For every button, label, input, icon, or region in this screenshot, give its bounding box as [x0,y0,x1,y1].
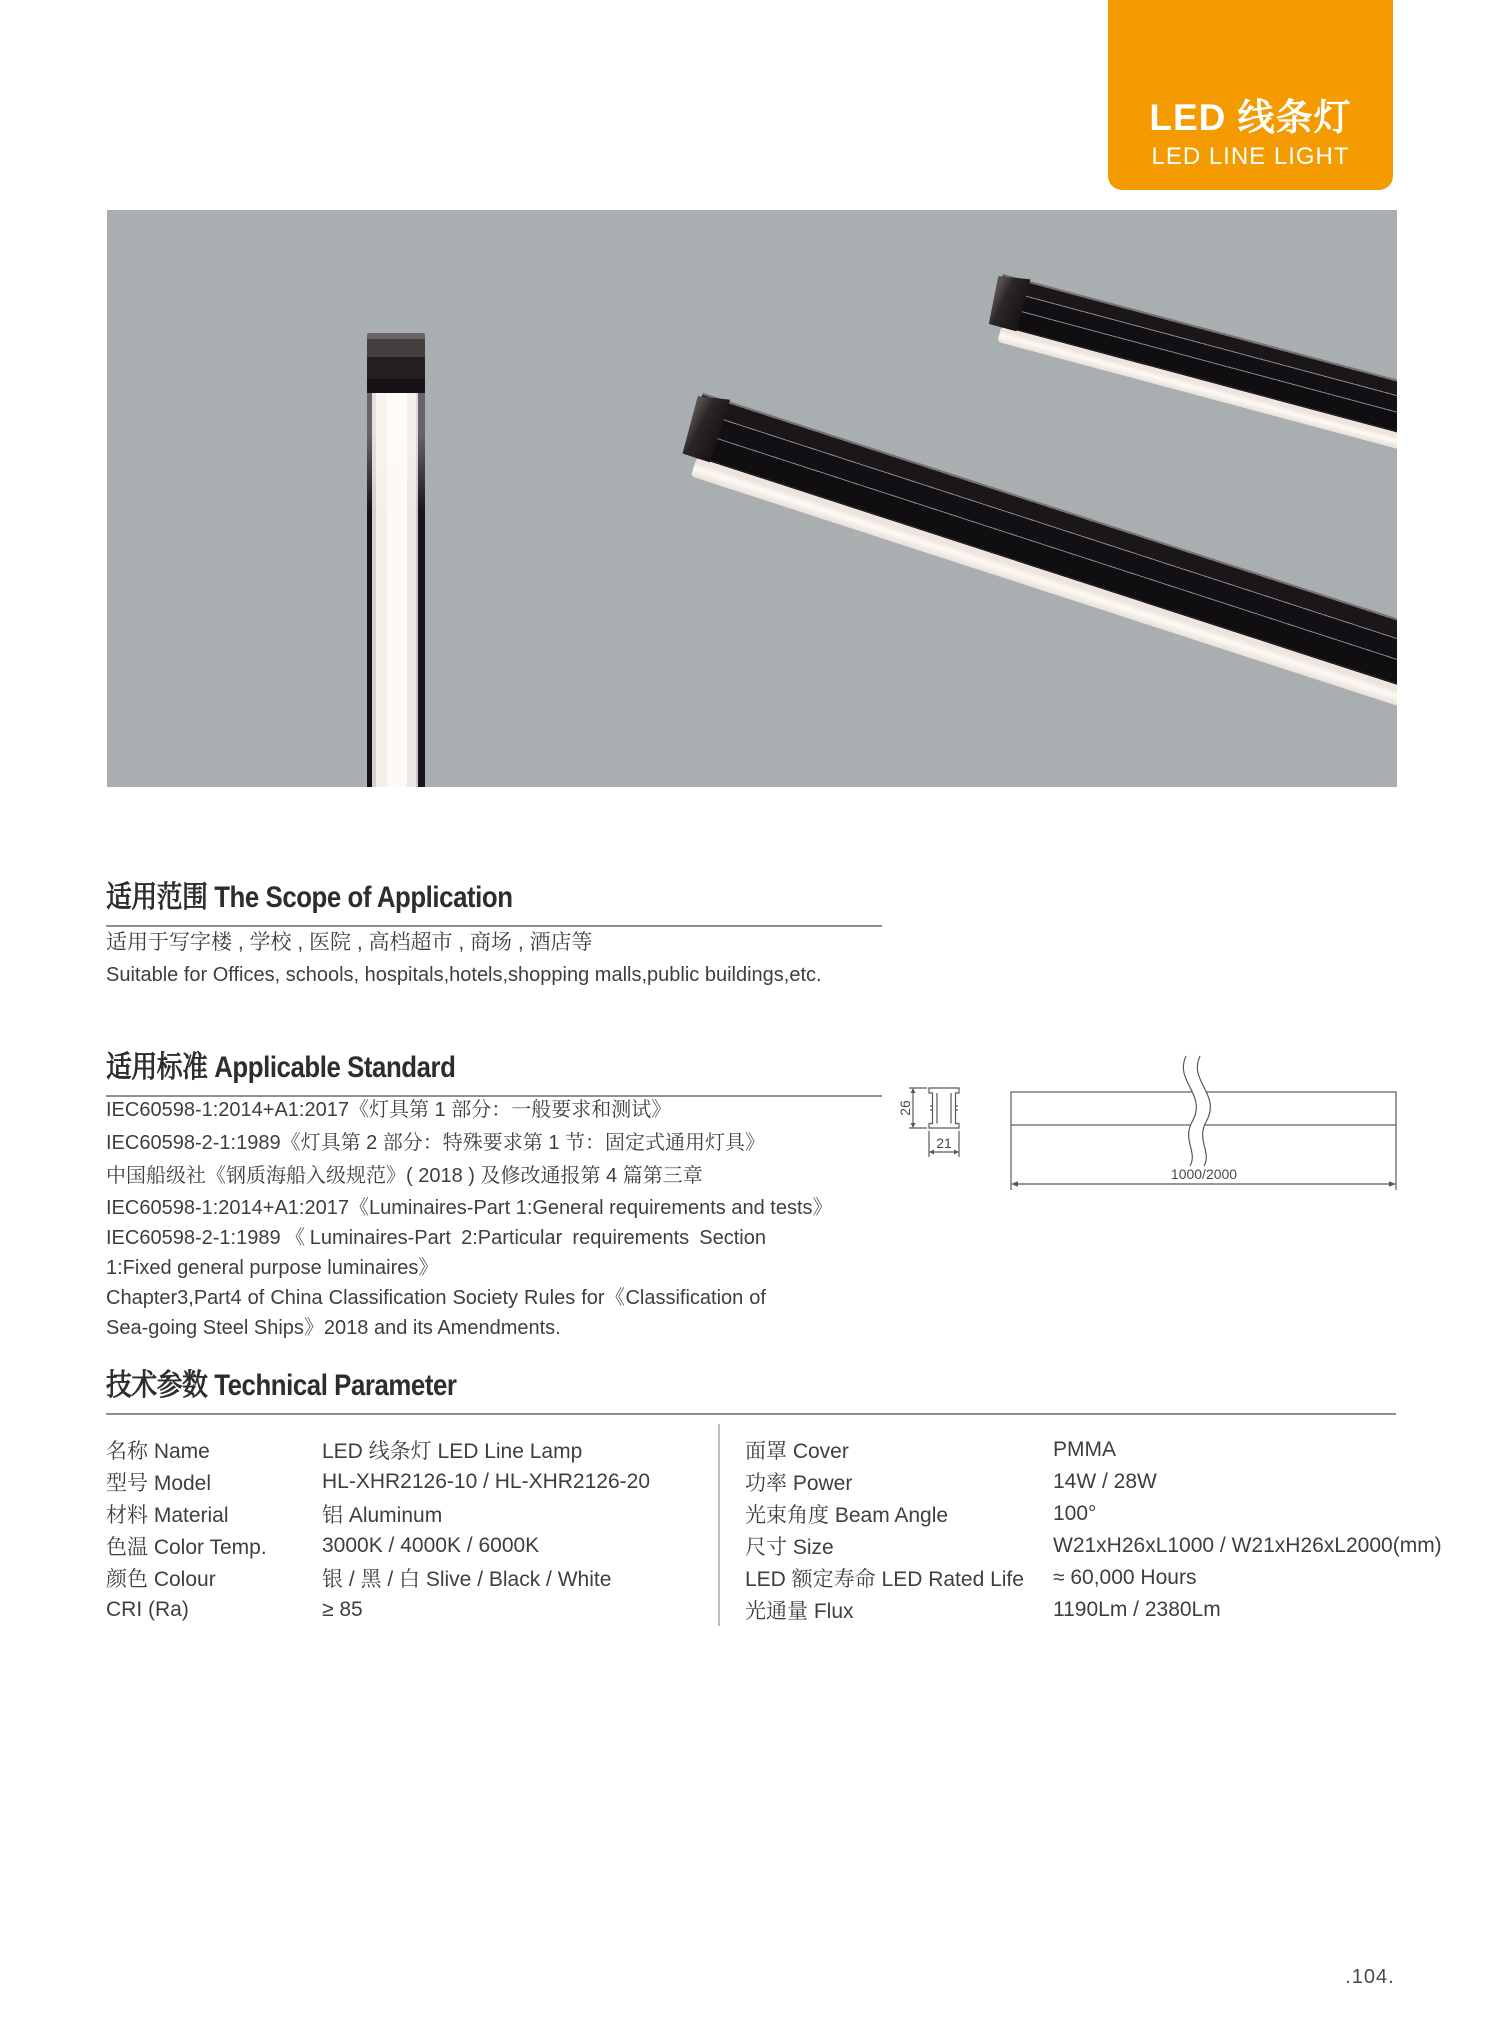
badge-title: LED 线条灯 [1149,97,1352,138]
table-row [745,1498,1400,1530]
standard-paragraph: Chapter3,Part4 of China Classification Society Rules for《Classification of Sea-going Steel Ships》2018 and its Amendments. [106,1287,766,1339]
param-label: 颜色 Colour [106,1568,216,1591]
standard-paragraph: IEC60598-1:2014+A1:2017《Luminaires-Part 1:General requirements and tests》 [106,1197,833,1219]
param-value: 铝 Aluminum [322,1504,443,1527]
param-label: 尺寸 Size [745,1536,834,1559]
heading-text: 技术参数 Technical Parameter [106,1369,457,1402]
table-row [745,1466,1400,1498]
fixture-body [990,274,1397,478]
table-row [745,1562,1400,1594]
table-row [106,1594,706,1626]
param-value: 1190Lm / 2380Lm [1053,1598,1221,1621]
param-label: 光束角度 Beam Angle [745,1504,949,1527]
scope-line-en: Suitable for Offices, schools, hospitals,hotels,shopping malls,public buildings,etc. [106,964,822,986]
dim-width-label: 21 [936,1135,952,1151]
table-row [106,1530,706,1562]
table-row [106,1562,706,1594]
param-value: 100° [1053,1502,1097,1525]
table-row [745,1434,1400,1466]
standard-paragraph: IEC60598-2-1:1989《Luminaires-Part 2:Particular requirements Section 1:Fixed general purpose luminaires》 [106,1227,766,1279]
param-label: 功率 Power [745,1472,853,1495]
fixture-lens [367,393,425,787]
heading-text: 适用范围 The Scope of Application [106,881,513,914]
heading-text: 适用标准 Applicable Standard [106,1051,456,1084]
param-value: ≥ 85 [322,1598,363,1621]
standard-line: 中国船级社《钢质海船入级规范》( 2018 ) 及修改通报第 4 篇第三章 [106,1165,703,1187]
dim-length-label: 1000/2000 [1170,1166,1238,1182]
table-row [745,1530,1442,1562]
param-label: CRI (Ra) [106,1598,189,1621]
fixture-end-cap [679,390,730,463]
param-label: 型号 Model [106,1472,212,1495]
standard-line: IEC60598-1:2014+A1:2017《灯具第 1 部分：一般要求和测试》 [106,1099,672,1121]
standard-section-heading [106,1042,882,1097]
standard-section-body [106,1094,833,1343]
badge-subtitle: LED LINE LIGHT [1151,143,1350,170]
standard-line: IEC60598-2-1:1989《灯具第 2 部分：特殊要求第 1 节：固定式通用灯具》 [106,1132,766,1154]
param-value: W21xH26xL1000 / W21xH26xL2000(mm) [1053,1534,1442,1557]
vertical-led-fixture [367,333,425,787]
param-value: 14W / 28W [1053,1470,1157,1493]
scope-section-body [106,926,1006,992]
profile-outline [929,1088,959,1128]
param-label: 名称 Name [106,1440,210,1463]
scope-section-heading [106,872,882,927]
param-label: 材料 Material [106,1504,229,1527]
diagonal-led-fixture-upper [985,274,1397,495]
param-label: 色温 Color Temp. [106,1536,267,1559]
fixture-end-cap [986,271,1031,331]
table-row [106,1466,706,1498]
param-value: ≈ 60,000 Hours [1053,1566,1197,1589]
parameter-table-left [106,1434,706,1626]
product-photo [107,210,1397,787]
diagonal-led-fixture-lower [677,393,1397,739]
param-label: 光通量 Flux [745,1600,854,1623]
param-value: LED 线条灯 LED Line Lamp [322,1440,583,1463]
parameter-table-divider [718,1424,720,1626]
break-symbol-mask [1183,1056,1210,1166]
param-value: HL-XHR2126-10 / HL-XHR2126-20 [322,1470,650,1493]
category-badge [1108,0,1393,190]
parameter-section-heading [106,1360,1396,1415]
table-row [106,1498,706,1530]
param-value: PMMA [1053,1438,1116,1461]
param-label: LED 额定寿命 LED Rated Life [745,1568,1024,1591]
table-row [745,1594,1400,1626]
fixture-end-cap [367,333,425,393]
param-value: 3000K / 4000K / 6000K [322,1534,540,1557]
scope-line-zh: 适用于写字楼 , 学校 , 医院 , 高档超市 , 商场 , 酒店等 [106,931,593,954]
param-value: 银 / 黑 / 白 Slive / Black / White [322,1568,612,1591]
dimension-drawing [880,1040,1410,1205]
profile-inner-lines [930,1093,958,1124]
page-number: .104. [1345,1966,1395,1988]
parameter-table-right [745,1434,1442,1626]
param-label: 面罩 Cover [745,1440,849,1463]
table-row [106,1434,706,1466]
dim-height-label: 26 [897,1100,913,1116]
